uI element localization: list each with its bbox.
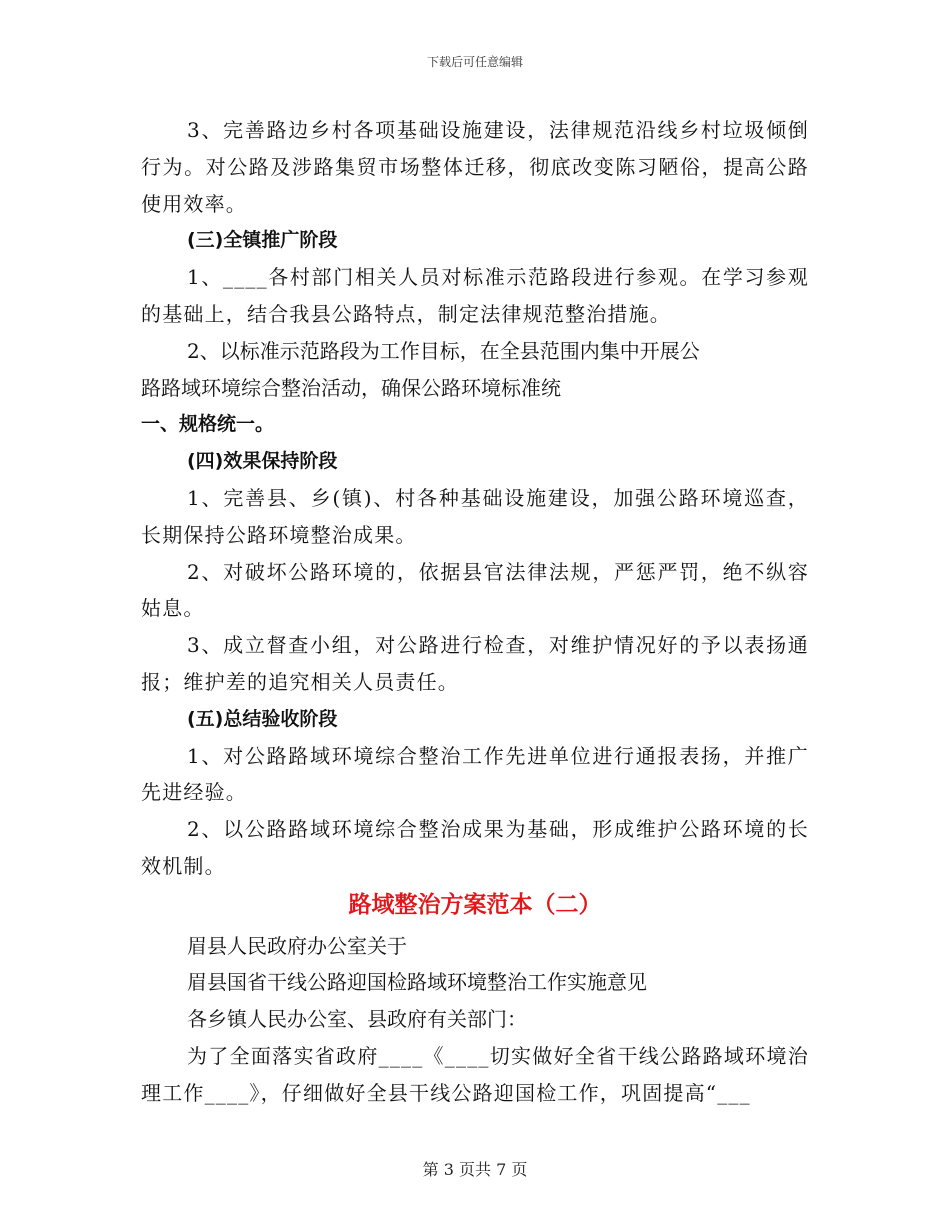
paragraph-item-2-line2: 路路域环境综合整治活动，确保公路环境标准统 <box>141 375 561 400</box>
section2-title: 路域整治方案范本（二） <box>348 891 602 918</box>
paragraph-item-3: 3、完善路边乡村各项基础设施建设，法律规范沿线乡村垃圾倾倒行为。对公路及涉路集贸市场整体迁移，彻底改变陈习陋俗，提高公路使用效率。 <box>141 118 809 216</box>
page-footer: 第 3 页共 7 页 <box>422 1160 528 1179</box>
section2-recipients: 各乡镇人民办公室、县政府有关部门： <box>187 1007 527 1032</box>
paragraph-item-5-1: 1、对公路路域环境综合整治工作先进单位进行通报表扬，并推广先进经验。 <box>141 743 809 805</box>
paragraph-item-4-1: 1、完善县、乡(镇)、村各种基础设施建设，加强公路环境巡查，长期保持公路环境整治成果。 <box>141 485 809 547</box>
section2-issuer: 眉县人民政府办公室关于 <box>187 933 407 958</box>
section-heading-5: (五)总结验收阶段 <box>187 707 338 730</box>
paragraph-item-2-line1: 2、以标准示范路段为工作目标，在全县范围内集中开展公 <box>187 338 700 363</box>
bold-line-standard: 一、规格统一。 <box>141 413 275 436</box>
section-heading-4: (四)效果保持阶段 <box>187 450 338 473</box>
paragraph-item-1: 1、____各村部门相关人员对标准示范路段进行参观。在学习参观的基础上，结合我县公路特点，制定法律规范整治措施。 <box>141 265 809 326</box>
document-body <box>141 112 809 1112</box>
paragraph-item-5-2: 2、以公路路域环境综合整治成果为基础，形成维护公路环境的长效机制。 <box>141 817 809 878</box>
section2-subject: 眉县国省干线公路迎国检路域环境整治工作实施意见 <box>187 970 647 995</box>
section2-paragraph-1: 为了全面落实省政府____《____切实做好全省干线公路路域环境治理工作____》，仔细做好全县干线公路迎国检工作，巩固提高“___ <box>141 1043 809 1105</box>
page-header: 下载后可任意编辑 <box>426 55 523 69</box>
section-heading-3: (三)全镇推广阶段 <box>187 229 338 252</box>
paragraph-item-4-3: 3、成立督查小组，对公路进行检查，对维护情况好的予以表扬通报；维护差的追究相关人员责任。 <box>141 633 809 694</box>
paragraph-item-4-2: 2、对破坏公路环境的，依据县官法律法规，严惩严罚，绝不纵容姑息。 <box>141 559 809 621</box>
